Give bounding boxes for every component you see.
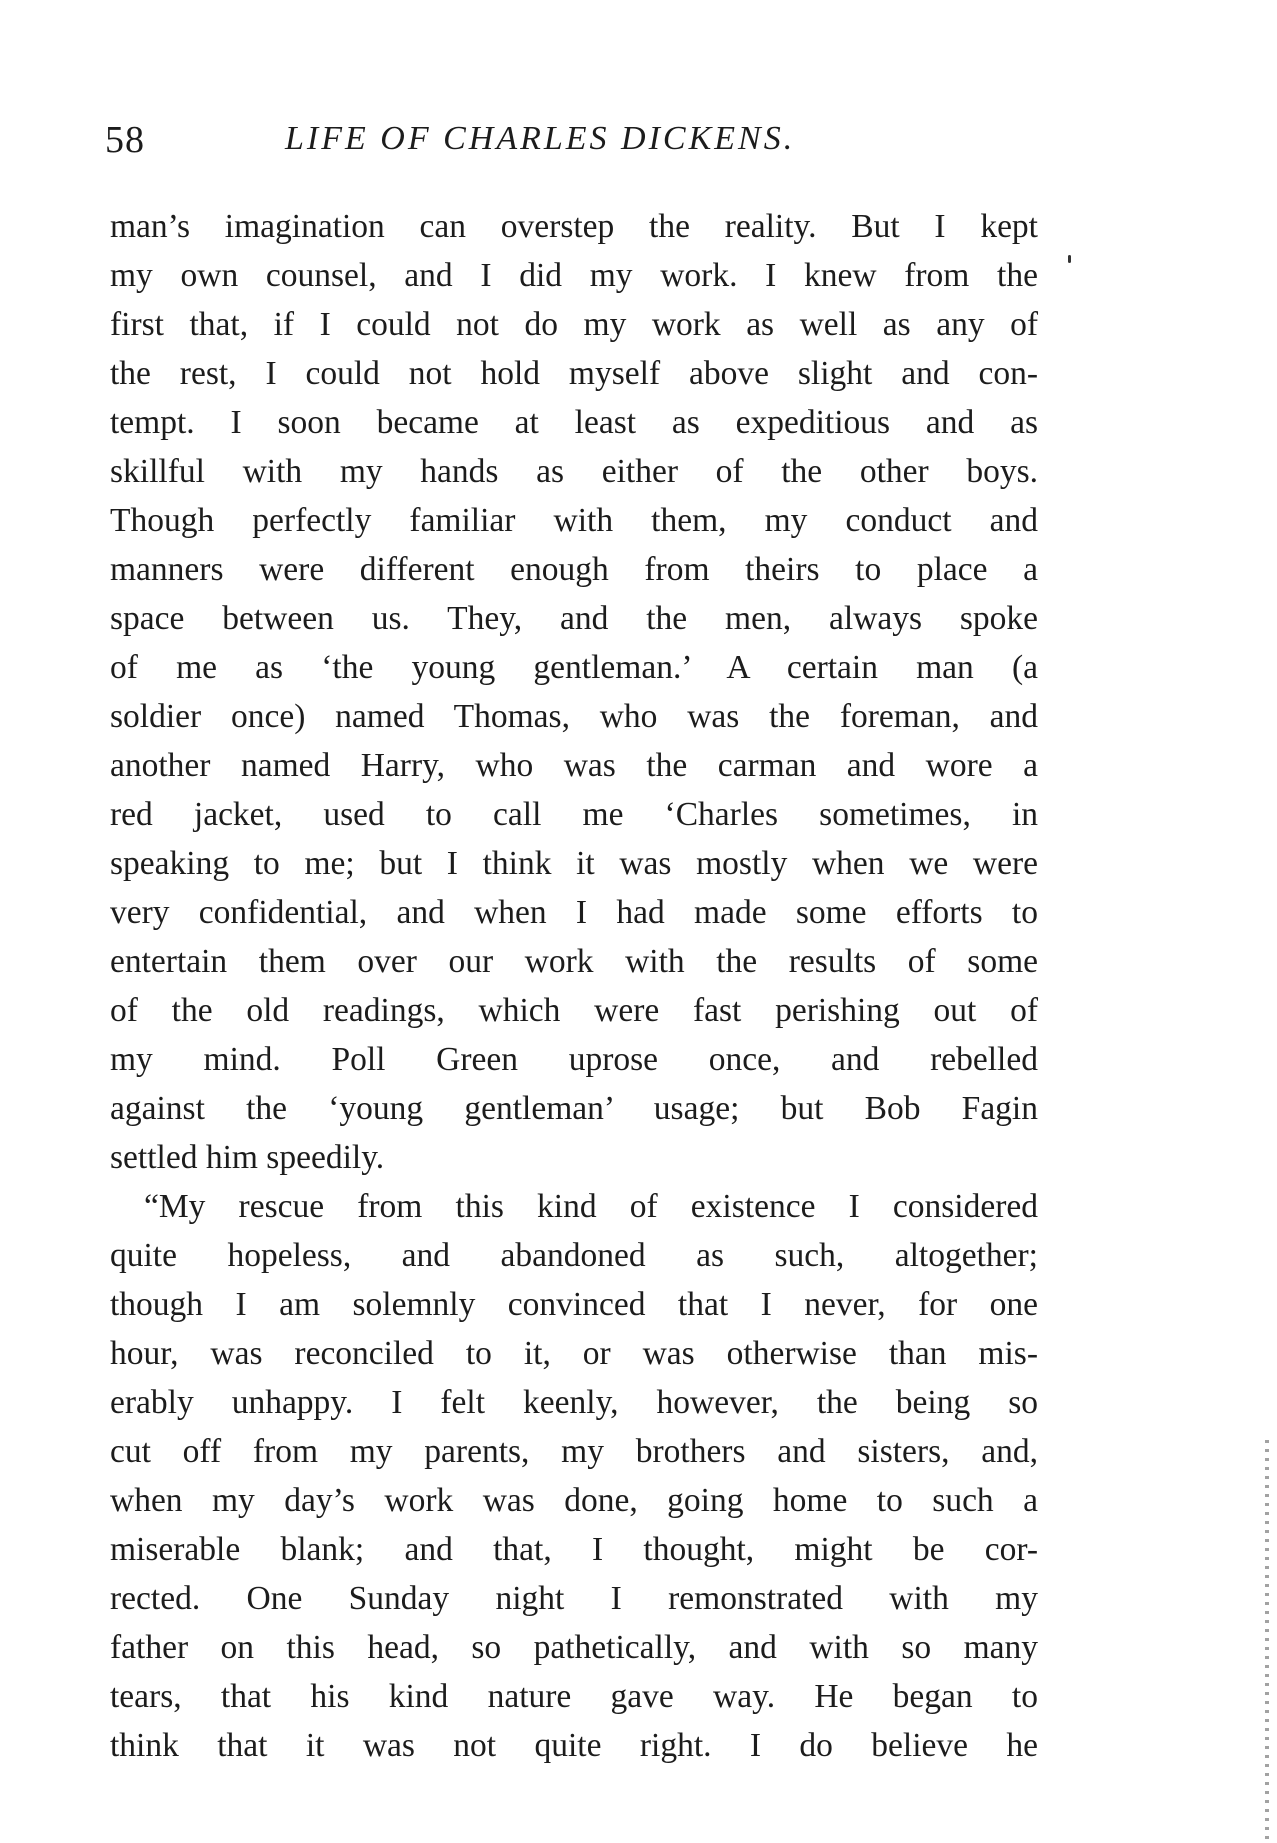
paragraph (110, 1182, 1038, 1770)
text-line: father on this head, so pathetically, and with so many (110, 1629, 1038, 1666)
text-line: entertain them over our work with the results of some (110, 943, 1038, 980)
text-line: skillful with my hands as either of the other boys. (110, 453, 1038, 490)
text-line: space between us. They, and the men, always spoke (110, 600, 1038, 637)
text-line: think that it was not quite right. I do believe he (110, 1727, 1038, 1764)
text-line: my own counsel, and I did my work. I knew from the (110, 257, 1038, 294)
text-line: rected. One Sunday night I remonstrated with my (110, 1580, 1038, 1617)
text-line: soldier once) named Thomas, who was the foreman, and (110, 698, 1038, 735)
text-line: first that, if I could not do my work as well as any of (110, 306, 1038, 343)
text-line: Though perfectly familiar with them, my conduct and (110, 502, 1038, 539)
text-line: hour, was reconciled to it, or was otherwise than mis- (110, 1335, 1038, 1372)
page-edge-shadow (1265, 1440, 1269, 1840)
text-line: when my day’s work was done, going home to such a (110, 1482, 1038, 1519)
text-line: miserable blank; and that, I thought, might be cor- (110, 1531, 1038, 1568)
text-line: settled him speedily. (110, 1139, 385, 1176)
paragraph (110, 202, 1038, 1182)
text-line: of the old readings, which were fast perishing out of (110, 992, 1038, 1029)
text-line: man’s imagination can overstep the reality. But I kept (110, 208, 1038, 245)
text-line: the rest, I could not hold myself above slight and con- (110, 355, 1038, 392)
text-line: tears, that his kind nature gave way. He began to (110, 1678, 1038, 1715)
text-line: “My rescue from this kind of existence I considered (144, 1188, 1038, 1225)
text-line: very confidential, and when I had made some efforts to (110, 894, 1038, 931)
text-line: against the ‘young gentleman’ usage; but Bob Fagin (110, 1090, 1038, 1127)
page-number: 58 (105, 119, 145, 161)
text-line: tempt. I soon became at least as expeditious and as (110, 404, 1038, 441)
body-text (110, 202, 1038, 1770)
page-header (105, 118, 1055, 168)
text-line: of me as ‘the young gentleman.’ A certain man (a (110, 649, 1038, 686)
running-title: LIFE OF CHARLES DICKENS. (285, 120, 796, 157)
text-line: erably unhappy. I felt keenly, however, the being so (110, 1384, 1038, 1421)
text-line: cut off from my parents, my brothers and sisters, and, (110, 1433, 1038, 1470)
text-line: my mind. Poll Green uprose once, and rebelled (110, 1041, 1038, 1078)
text-line: another named Harry, who was the carman and wore a (110, 747, 1038, 784)
text-line: quite hopeless, and abandoned as such, altogether; (110, 1237, 1038, 1274)
margin-speck (1068, 255, 1071, 263)
text-line: though I am solemnly convinced that I never, for one (110, 1286, 1038, 1323)
text-line: manners were different enough from theirs to place a (110, 551, 1038, 588)
text-line: speaking to me; but I think it was mostly when we were (110, 845, 1038, 882)
text-line: red jacket, used to call me ‘Charles sometimes, in (110, 796, 1038, 833)
